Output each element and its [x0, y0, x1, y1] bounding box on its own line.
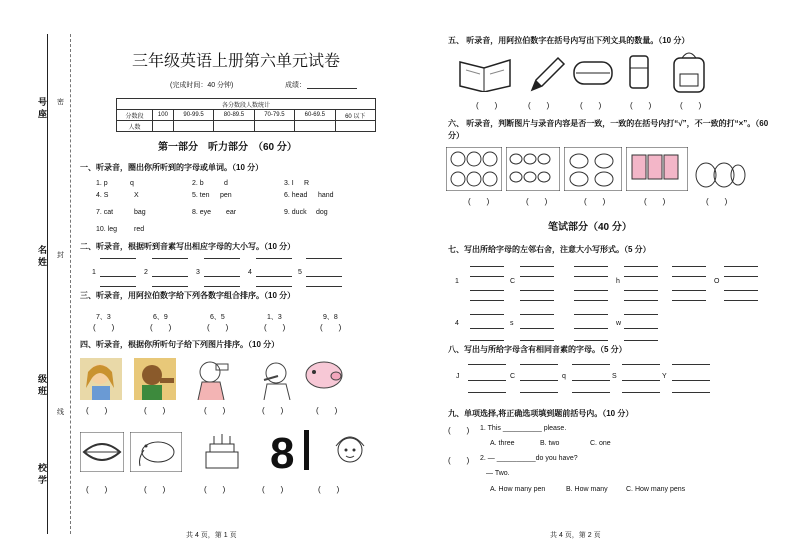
cats-image	[564, 147, 622, 191]
girl-face-image	[330, 428, 370, 472]
q8-letter: S	[612, 373, 617, 380]
birthday-cake-image	[200, 428, 244, 472]
q4-answer-paren[interactable]: ( )	[86, 485, 108, 494]
q4-answer-paren[interactable]: ( )	[316, 406, 338, 415]
q1-item: 7. cat	[96, 209, 114, 216]
q1-item: 2. b	[192, 180, 204, 187]
q1-option: R	[304, 180, 310, 187]
page2-footer: 共 4 页，第 2 页	[550, 532, 601, 539]
q1-option: dog	[316, 209, 328, 216]
q8-letter: J	[456, 373, 460, 380]
schoolbag-image	[668, 48, 710, 94]
q1-option: q	[130, 180, 134, 187]
binding-mark-mi: 密	[57, 99, 64, 106]
q1-item: 10. leg	[96, 226, 118, 233]
q6-answer-paren[interactable]: ( )	[468, 197, 490, 206]
pencil-case-image	[570, 54, 616, 92]
q1-option: red	[134, 226, 145, 233]
q5-answer-paren[interactable]: ( )	[680, 101, 702, 110]
q5-answer-paren[interactable]: ( )	[630, 101, 652, 110]
q6-answer-paren[interactable]: ( )	[706, 197, 728, 206]
stats-caption: 各分数段人数统计	[117, 99, 376, 110]
q9-2-stem: 2. — __________do you have?	[480, 455, 578, 462]
q6-title: 六、 听录音，判断图片与录音内容是否一致，一致的在括号内打“√”，不一致的打“×”。（60 分）	[448, 119, 769, 140]
q9-2-option-a[interactable]: A. How many pen	[490, 486, 546, 493]
q7-letter: w	[616, 320, 622, 327]
eraser-image	[624, 52, 654, 92]
q4-answer-paren[interactable]: ( )	[144, 406, 166, 415]
binding-line	[47, 34, 48, 534]
q1-option: hand	[318, 192, 334, 199]
part1-heading: 第一部分 听力部分 （60 分）	[158, 142, 297, 153]
q9-1-stem: 1. This __________ please.	[480, 425, 567, 432]
score-label: 成绩：	[285, 82, 306, 89]
child-drinking-image	[190, 358, 232, 400]
q2-number: 5	[298, 269, 302, 276]
q4-answer-paren[interactable]: ( )	[262, 406, 284, 415]
score-stats-table: 各分数段人数统计 分数段 100 90-99.5 80-89.5 70-79.5 60-69.5 60 以下 人数	[116, 98, 376, 132]
q1-item: 4. S	[96, 192, 109, 199]
q5-answer-paren[interactable]: ( )	[476, 101, 498, 110]
q1-item: 6. head	[284, 192, 308, 199]
q6-answer-paren[interactable]: ( )	[526, 197, 548, 206]
q1-item: 8. eye	[192, 209, 212, 216]
q1-item: 5. ten	[192, 192, 210, 199]
elephant-image	[130, 432, 182, 472]
pig-image	[302, 358, 346, 392]
q9-1-option-a[interactable]: A. three	[490, 440, 515, 447]
q3-answer-paren[interactable]: ( )	[264, 323, 286, 332]
binding-dashed-line	[70, 34, 71, 534]
q2-number: 3	[196, 269, 200, 276]
q7-letter: h	[616, 278, 620, 285]
q1-item: 1. p	[96, 180, 108, 187]
name-label: 名 姓	[38, 245, 48, 267]
school-label: 校 学	[38, 463, 48, 485]
q3-item: 1、3	[267, 314, 282, 321]
q6-answer-paren[interactable]: ( )	[584, 197, 606, 206]
q1-item: 3. I	[284, 180, 294, 187]
q9-1-option-b[interactable]: B. two	[540, 440, 560, 447]
q1-title: 一、听录音，圈出你所听到的字母或单词。（10 分）	[80, 163, 264, 172]
pink-cards-image	[626, 147, 688, 191]
q1-option: ear	[226, 209, 237, 216]
q5-answer-paren[interactable]: ( )	[580, 101, 602, 110]
pencil-image	[526, 54, 566, 94]
q3-answer-paren[interactable]: ( )	[150, 323, 172, 332]
q9-title: 九、单项选择,将正确选项填到题前括号内。（10 分）	[448, 409, 634, 418]
child-brushing-teeth-image	[258, 358, 296, 400]
q2-number: 2	[144, 269, 148, 276]
q9-2-option-c[interactable]: C. How many pens	[626, 486, 686, 493]
written-part-heading: 笔试部分（40 分）	[548, 222, 632, 233]
girl-drinking-image	[80, 358, 122, 400]
q3-answer-paren[interactable]: ( )	[207, 323, 229, 332]
q1-option: pen	[220, 192, 232, 199]
q3-answer-paren[interactable]: ( )	[93, 323, 115, 332]
q4-answer-paren[interactable]: ( )	[318, 485, 340, 494]
boy-pointing-image	[134, 358, 176, 400]
q1-item: 9. duck	[284, 209, 307, 216]
q1-option: bag	[134, 209, 146, 216]
q4-answer-paren[interactable]: ( )	[262, 485, 284, 494]
q9-1-option-c[interactable]: C. one	[590, 440, 611, 447]
exam-title: 三年级英语上册第六单元试卷	[132, 53, 341, 70]
q3-title: 三、听录音，用阿拉伯数字给下列各数字组合排序。（10 分）	[80, 291, 296, 300]
q8-letter: q	[562, 373, 566, 380]
svg-text:8: 8	[270, 429, 295, 472]
q7-letter: 4	[455, 320, 459, 327]
q9-2-answer-paren[interactable]: ( )	[448, 456, 470, 465]
q2-number: 1	[92, 269, 96, 276]
class-label: 级 班	[38, 374, 48, 396]
q2-number: 4	[248, 269, 252, 276]
q4-answer-paren[interactable]: ( )	[144, 485, 166, 494]
cookies-image	[506, 147, 560, 191]
q5-title: 五、 听录音，用阿拉伯数字在括号内写出下列文具的数量。（10 分）	[448, 36, 690, 45]
binding-mark-feng: 封	[57, 252, 64, 259]
q4-answer-paren[interactable]: ( )	[204, 485, 226, 494]
q9-2-option-b[interactable]: B. How many	[566, 486, 608, 493]
q3-item: 6、5	[210, 314, 225, 321]
q3-item: 9、8	[323, 314, 338, 321]
q8-letter: C	[510, 373, 516, 380]
q7-letter: C	[510, 278, 516, 285]
q7-title: 七、写出所给字母的左邻右舍，注意大小写形式。（5 分）	[448, 245, 651, 254]
q4-answer-paren[interactable]: ( )	[86, 406, 108, 415]
score-field[interactable]	[307, 88, 357, 89]
q3-item: 6、9	[153, 314, 168, 321]
q7-letter: s	[510, 320, 514, 327]
q9-2-reply: — Two.	[486, 470, 510, 477]
q7-letter: O	[714, 278, 720, 285]
q7-letter: 1	[455, 278, 459, 285]
book-image	[456, 52, 514, 92]
q8-letter: Y	[662, 373, 667, 380]
q4-answer-paren[interactable]: ( )	[204, 406, 226, 415]
page1-footer: 共 4 页，第 1 页	[186, 532, 237, 539]
mouth-image	[80, 432, 124, 472]
monkeys-image	[446, 147, 502, 191]
q6-answer-paren[interactable]: ( )	[644, 197, 666, 206]
time-note: (完成时间：40 分钟)	[170, 82, 234, 89]
q9-1-answer-paren[interactable]: ( )	[448, 426, 470, 435]
eggs-image	[694, 155, 746, 191]
q1-option: d	[224, 180, 228, 187]
q3-answer-paren[interactable]: ( )	[320, 323, 342, 332]
binding-mark-xian: 线	[57, 409, 64, 416]
q4-title: 四、听录音，根据你所听句子给下列图片排序。（10 分）	[80, 340, 280, 349]
q5-answer-paren[interactable]: ( )	[528, 101, 550, 110]
number-eight-image	[268, 428, 318, 472]
q8-title: 八、写出与所给字母含有相同音素的字母。（5 分）	[448, 345, 627, 354]
q2-title: 二、听录音，根据听到音素写出相应字母的大小写。（10 分）	[80, 242, 296, 251]
seat-label: 号 座	[38, 97, 48, 119]
q3-item: 7、3	[96, 314, 111, 321]
q1-option: X	[134, 192, 139, 199]
